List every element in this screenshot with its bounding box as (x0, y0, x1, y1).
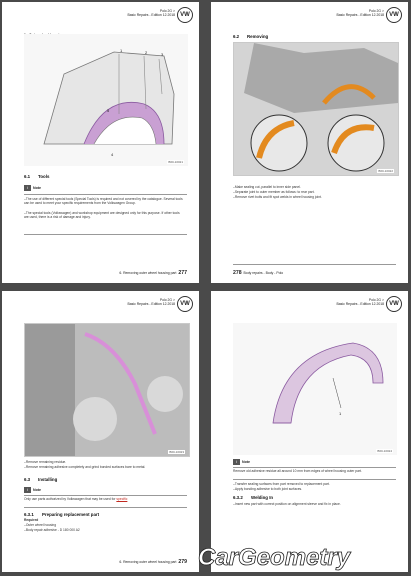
installing-figure (24, 323, 190, 457)
page-footer: 278 Body repairs - Body - Polo (233, 270, 284, 276)
divider (233, 467, 396, 468)
bullet-text: – Separate joint to outer member as follows: to rear part. (233, 190, 394, 194)
replacement-part-figure (233, 323, 397, 455)
section-number: 6.3 (24, 477, 31, 482)
note-label: Note (242, 460, 250, 464)
removing-figure (233, 42, 399, 176)
section-number: 6.1 (24, 174, 31, 179)
svg-text:3: 3 (161, 52, 164, 57)
divider (233, 479, 396, 480)
section-title: Installing (38, 477, 58, 482)
required-item: – Body repair adhesive - D 180 000 A2 (24, 528, 185, 532)
bullet-text: – The use of different special tools (Special Tools) is required and not covered by the catalogue. Several tools can be used to meet your specific requirements from the Volkswagen Group. (24, 197, 185, 205)
figure-id: B60-10021 (168, 160, 183, 164)
required-item: – Outer wheel housing (24, 523, 185, 527)
manual-page-277 (2, 2, 199, 283)
subsection-title: Welding In (251, 495, 274, 500)
figure-id: B60-10024 (377, 449, 392, 453)
vw-logo: VW (177, 7, 193, 23)
wheel-arch-photo (25, 324, 189, 456)
svg-text:5: 5 (107, 108, 110, 113)
page-header: Polo 2G > Basic Repairs - Edition 12.2018 (336, 9, 384, 18)
car-body-drawing (24, 34, 188, 166)
page-number: 277 (178, 270, 187, 276)
vw-logo: VW (177, 296, 193, 312)
note-label: Note (33, 186, 41, 190)
vw-logo: VW (386, 7, 402, 23)
section-number: 6.2 (233, 34, 240, 39)
section-title: Tools (38, 174, 50, 179)
cargeometry-watermark (194, 543, 400, 571)
note-text: Remove old adhesive residue all around 10 mm from edges of wheel housing outer part. (233, 469, 362, 473)
divider (24, 234, 187, 235)
wheel-housing-part-drawing (233, 323, 397, 455)
wheel-housing-figure (24, 34, 188, 166)
info-icon: i (24, 487, 31, 493)
note-label: Note (33, 488, 41, 492)
divider (24, 495, 187, 496)
vw-logo: VW (386, 296, 402, 312)
divider (24, 507, 187, 508)
bullet-text: – Remove rivet bolts and fit spot welds in wheel housing joint. (233, 195, 394, 199)
figure-id: B60-10023 (169, 450, 184, 454)
info-icon: i (233, 459, 240, 465)
svg-text:4: 4 (111, 152, 114, 157)
info-icon: i (24, 185, 31, 191)
page-header: Polo 2G > Basic Repairs - Edition 12.2018 (127, 9, 175, 18)
cargeometry-logo (194, 543, 400, 571)
bullet-text: – Remove remaining residue. (24, 460, 185, 464)
divider (233, 264, 396, 265)
manual-page-280 (211, 291, 408, 572)
manual-page-278 (211, 2, 408, 283)
subsection-title: Preparing replacement part (42, 512, 100, 517)
subsection-number: 6.3.2 (233, 495, 243, 500)
required-label: Required (24, 518, 39, 522)
figure-id: B60-10022 (378, 169, 393, 173)
bullet-text: – Remove remaining adhesive completely and grind bonded surfaces bare to metal. (24, 465, 185, 469)
section-title: Removing (247, 34, 269, 39)
page-footer: 6. Removing outer wheel housing part 279 (119, 559, 187, 565)
svg-text:1: 1 (120, 48, 123, 53)
bullet-text: – The special tools (Volkswagen) and workshop equipment are designed only for this purpose. If other tools are used, there is a risk of damage and injury. (24, 211, 185, 219)
page-header: Polo 2G > Basic Repairs - Edition 12.2018 (127, 298, 175, 307)
wheel-housing-photo (234, 43, 398, 175)
svg-text:CarGeometry: CarGeometry (198, 544, 351, 571)
note-link[interactable]: specific (116, 497, 128, 501)
page-footer: 6. Removing outer wheel housing part 277 (119, 270, 187, 276)
note-text: Only use parts authorized by Volkswagen that may be used for specific (24, 497, 128, 501)
divider (24, 194, 187, 195)
bullet-text: – Apply bonding adhesive to both joint surfaces. (233, 487, 394, 491)
page-number: 279 (178, 559, 187, 565)
subsection-number: 6.3.1 (24, 512, 34, 517)
manual-page-279 (2, 291, 199, 572)
bullet-text: – Transfer sealing surfaces from part removed to replacement part. (233, 482, 394, 486)
page-number: 278 (233, 270, 242, 276)
bullet-text: – Make sealing cut, parallel to inner side panel. (233, 185, 394, 189)
page-header: Polo 2G > Basic Repairs - Edition 12.2018 (336, 298, 384, 307)
svg-text:1: 1 (339, 411, 342, 416)
bullet-text: – Insert new part with correct position on alignment sleeve and fix in place. (233, 502, 394, 506)
svg-text:2: 2 (145, 50, 148, 55)
